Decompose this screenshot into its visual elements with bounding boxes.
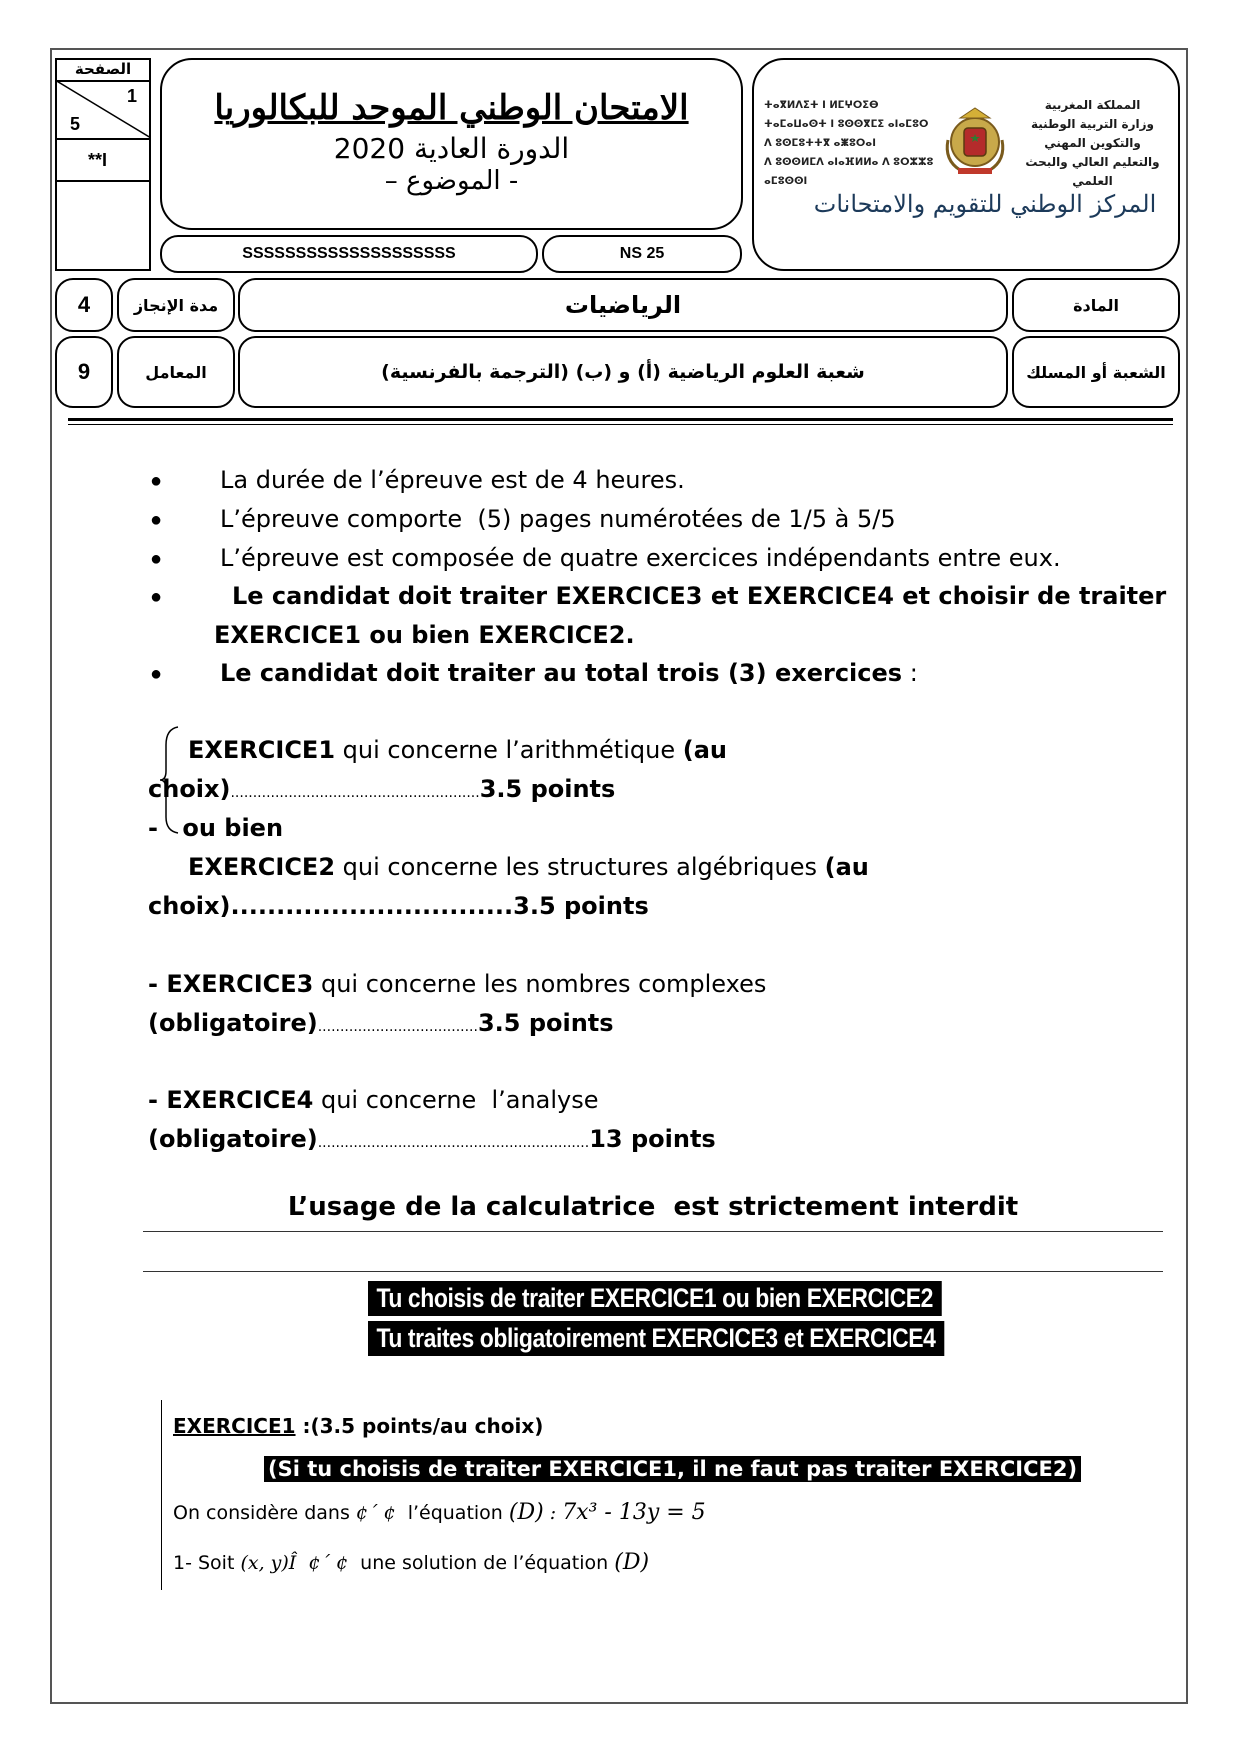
duration-label: مدة الإنجاز	[133, 295, 219, 315]
exam-session: الدورة العادية 2020	[333, 132, 570, 165]
bullet-dot-3: ●	[150, 548, 163, 570]
instruction-5-tail: :	[902, 659, 918, 687]
instruction-5	[220, 659, 918, 687]
ex1-desc: qui concerne l’arithmétique	[335, 736, 683, 764]
duration-value: 4	[77, 292, 91, 317]
tifinagh-line-1: ⵜⴰⴳⵍⴷⵉⵜ ⵏ ⵍⵎⵖⵔⵉⴱ	[764, 100, 879, 111]
ex4-prefix: -	[148, 1086, 167, 1114]
exercise1-note: (Si tu choisis de traiter EXERCICE1, il ne faut pas traiter EXERCICE2)	[264, 1456, 1081, 1482]
duration-value-box	[55, 278, 113, 332]
ex4-points: 13 points	[589, 1125, 716, 1153]
tifinagh-line-3: ⴷ ⵓⵙⵎⵓⵜⵜⴳ ⴰⵥⵓⵔⴰⵏ	[764, 138, 876, 149]
ex3-desc: qui concerne les nombres complexes	[313, 970, 767, 998]
bullet-dot-1: ●	[150, 470, 163, 492]
ex1-choice-a: (au	[682, 736, 727, 764]
ex2-points: 3.5 points	[513, 892, 649, 920]
ex1-line2-prefix: 1- Soit	[173, 1552, 241, 1574]
ministry-ar-line-1: المملكة المغربية	[1044, 98, 1141, 112]
coef-label: المعامل	[145, 362, 207, 382]
rule-1	[143, 1231, 1163, 1232]
ex3-dots: ....................................	[317, 1019, 478, 1035]
calculator-notice: L’usage de la calculatrice est strictement interdit	[287, 1192, 1019, 1222]
tifinagh-line-2: ⵜⴰⵎⴰⵡⴰⵙⵜ ⵏ ⵓⵙⵙⴳⵎⵉ ⴰⵏⴰⵎⵓⵔ	[764, 119, 929, 130]
ex1-line-2	[148, 775, 615, 803]
ex1-line1-eq-label: (D)	[508, 1500, 544, 1525]
ex1-line1-eq: 7x³ - 13y = 5	[562, 1500, 706, 1525]
or-dash: -	[148, 814, 167, 842]
instruction-5-bold: Le candidat doit traiter au total trois (3) exercices	[220, 659, 903, 687]
ministry-text-arabic	[1010, 96, 1175, 191]
ex3-points: 3.5 points	[477, 1009, 614, 1037]
ex1-line1-set: ¢´ ¢	[355, 1502, 396, 1524]
ex1-line	[188, 736, 727, 764]
exercise1-title-tail: :(3.5 points/au choix)	[295, 1414, 544, 1438]
header-rule	[68, 418, 1173, 421]
coef-value-box	[55, 336, 113, 408]
ministry-text-tifinagh	[764, 96, 944, 191]
subject-value-box	[238, 278, 1008, 332]
ex4-desc: qui concerne l’analyse	[313, 1086, 599, 1114]
ex2-line-2	[148, 892, 649, 920]
instruction-1: La durée de l’épreuve est de 4 heures.	[220, 466, 685, 494]
code-left-box	[160, 235, 538, 273]
bullet-dot-5: ●	[150, 663, 163, 685]
ex1-points: 3.5 points	[479, 775, 616, 803]
code-right: NS 25	[619, 245, 665, 262]
page-label: الصفحة	[74, 60, 132, 78]
header-rule-thin	[68, 424, 1173, 425]
ex4-line-2	[148, 1125, 716, 1153]
coef-value: 9	[77, 359, 91, 384]
duration-label-box	[117, 278, 235, 332]
code-left: SSSSSSSSSSSSSSSSSSSS	[242, 245, 456, 262]
bullet-dot-4: ●	[150, 586, 163, 608]
ministry-ar-line-2: وزارة التربية الوطنية	[1030, 117, 1154, 131]
exercise1-line1	[173, 1500, 706, 1525]
exam-subject-label: - الموضوع –	[384, 166, 519, 196]
ministry-ar-line-4: والتعليم العالي والبحث العلمي	[1025, 155, 1160, 188]
instruction-3: L’épreuve est composée de quatre exercices indépendants entre eux.	[220, 544, 1061, 572]
page-number-divider-3	[55, 180, 151, 182]
ex2-line	[188, 853, 869, 881]
instruction-2: L’épreuve comporte (5) pages numérotées de 1/5 à 5/5	[220, 505, 896, 533]
ex1-line1-text: On considère dans	[173, 1502, 356, 1524]
code-right-box	[542, 235, 742, 273]
or-line	[148, 814, 283, 842]
subject-label: المادة	[1073, 295, 1119, 315]
ex3-line	[148, 970, 766, 998]
coat-of-arms-icon	[940, 100, 1010, 180]
page-number-divider-2	[55, 138, 151, 140]
tifinagh-line-4: ⴷ ⵓⵙⵙⵍⵎⴷ ⴰⵏⴰⴼⵍⵍⴰ ⴷ ⵓⵔⵣⵣⵓ ⴰⵎⵓⵙⵙⵏ	[764, 157, 934, 187]
page-current: 1	[127, 86, 138, 106]
ex2-dots: ...............................	[230, 892, 514, 920]
bullet-dot-2: ●	[150, 509, 163, 531]
exercise1-title-name: EXERCICE1	[173, 1414, 296, 1438]
ex2-name: EXERCICE2	[188, 853, 336, 881]
subject-label-box	[1012, 278, 1180, 332]
rule-2	[143, 1271, 1163, 1272]
ex3-name: EXERCICE3	[166, 970, 314, 998]
coef-label-box	[117, 336, 235, 408]
ex1-line2-mid: une solution de l’équation	[348, 1552, 615, 1574]
page-mark: **I	[88, 150, 108, 170]
ex4-oblig: (obligatoire)	[148, 1125, 318, 1153]
instruction-4-line1: Le candidat doit traiter EXERCICE3 et EXERCICE4 et choisir de traiter	[232, 582, 1167, 610]
stream-label-box	[1012, 336, 1180, 408]
ex1-line1-colon: :	[543, 1502, 563, 1524]
ex2-desc: qui concerne les structures algébriques	[335, 853, 825, 881]
ex1-choice-b: choix)	[148, 775, 231, 803]
ex1-line1-mid: l’équation	[395, 1502, 509, 1524]
ex1-name: EXERCICE1	[188, 736, 336, 764]
ex1-dots: ........................................................	[230, 785, 480, 801]
instruction-4-line2: EXERCICE1 ou bien EXERCICE2.	[214, 621, 635, 649]
ex1-line2-eq-label: (D)	[614, 1550, 650, 1575]
ministry-ar-line-3: والتكوين المهني	[1044, 136, 1141, 150]
ex1-line2-pair: (x, y)Î ¢´ ¢	[240, 1552, 349, 1574]
mandatory-band: Tu traites obligatoirement EXERCICE3 et EXERCICE4	[368, 1321, 944, 1356]
ex3-oblig: (obligatoire)	[148, 1009, 318, 1037]
exercise1-title	[173, 1414, 543, 1438]
center-name: المركز الوطني للتقويم والامتحانات	[813, 190, 1157, 218]
ex3-prefix: -	[148, 970, 167, 998]
or-label: ou bien	[182, 814, 284, 842]
stream-value-box	[238, 336, 1008, 408]
stream-value: شعبة العلوم الرياضية (أ) و (ب) (الترجمة بالفرنسية)	[381, 361, 865, 383]
subject-value: الرياضيات	[564, 291, 682, 319]
ex4-line	[148, 1086, 599, 1114]
exercise1-margin-rule	[161, 1400, 162, 1590]
ex4-name: EXERCICE4	[166, 1086, 314, 1114]
ex2-choice-a: (au	[824, 853, 869, 881]
choice-band: Tu choisis de traiter EXERCICE1 ou bien EXERCICE2	[368, 1281, 941, 1316]
ex2-choice-b: choix)	[148, 892, 231, 920]
ex4-dots: .............................................................	[317, 1135, 590, 1151]
ex3-line-2	[148, 1009, 614, 1037]
exam-title: الامتحان الوطني الموحد للبكالوريا	[214, 88, 689, 128]
stream-label: الشعبة أو المسلك	[1026, 362, 1166, 382]
exercise1-line2	[173, 1550, 649, 1575]
page-total: 5	[70, 114, 81, 134]
